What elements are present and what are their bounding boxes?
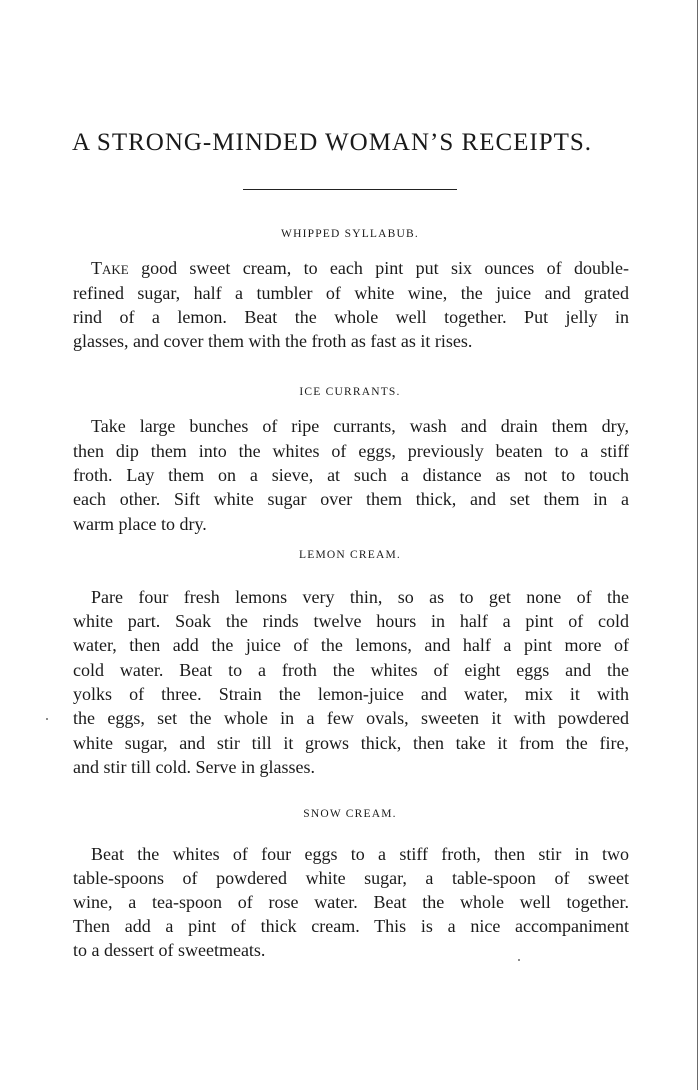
- page-edge-line: [697, 0, 698, 1090]
- recipe-text-line: Beat the whites of four eggs to a stiff froth, then stir in two: [91, 844, 629, 864]
- recipe-text-line: table-spoons of powdered white sugar, a table-spoon of sweet: [73, 868, 629, 888]
- recipe-text-line: water, then add the juice of the lemons, and half a pint more of: [73, 635, 629, 655]
- page-title: A STRONG-MINDED WOMAN’S RECEIPTS.: [72, 129, 593, 156]
- recipe-text-line: Pare four fresh lemons very thin, so as to get none of the: [91, 587, 629, 607]
- recipe-text-line: yolks of three. Strain the lemon-juice and water, mix it with: [73, 684, 629, 704]
- recipe-text-line: [91, 256, 629, 280]
- recipe-heading: LEMON CREAM.: [299, 549, 401, 561]
- recipe-text-line: refined sugar, half a tumbler of white wine, the juice and grated: [73, 283, 629, 303]
- title-divider: [243, 189, 457, 190]
- recipe-text-line: wine, a tea-spoon of rose water. Beat the whole well together.: [73, 892, 629, 912]
- recipe-text-line: white sugar, and stir till it grows thick, then take it from the fire,: [73, 733, 629, 753]
- recipe-heading: SNOW CREAM.: [303, 808, 397, 820]
- recipe-text-line: froth. Lay them on a sieve, at such a distance as not to touch: [73, 465, 629, 485]
- recipe-text-line-rest: good sweet cream, to each pint put six ounces of double-: [128, 258, 629, 278]
- recipe-text-line: Then add a pint of thick cream. This is a nice accompaniment: [73, 916, 629, 936]
- recipe-text-line: warm place to dry.: [73, 514, 207, 534]
- recipe-text-line: to a dessert of sweetmeats.: [73, 940, 266, 960]
- recipe-text-line: cold water. Beat to a froth the whites of eight eggs and the: [73, 660, 629, 680]
- recipe-text-line: then dip them into the whites of eggs, previously beaten to a stiff: [73, 441, 629, 461]
- print-speck: [518, 959, 520, 961]
- recipe-text-line: and stir till cold. Serve in glasses.: [73, 757, 315, 777]
- recipe-heading: WHIPPED SYLLABUB.: [281, 228, 419, 240]
- recipe-text-line: Take large bunches of ripe currants, wash and drain them dry,: [91, 416, 629, 436]
- print-speck: [46, 718, 48, 720]
- recipe-text-line: the eggs, set the whole in a few ovals, sweeten it with powdered: [73, 708, 629, 728]
- recipe-text-line: each other. Sift white sugar over them thick, and set them in a: [73, 489, 629, 509]
- recipe-text-line: rind of a lemon. Beat the whole well together. Put jelly in: [73, 307, 629, 327]
- recipe-text-line: glasses, and cover them with the froth as fast as it rises.: [73, 331, 473, 351]
- drop-word: Take: [91, 258, 129, 278]
- recipe-text-line: white part. Soak the rinds twelve hours in half a pint of cold: [73, 611, 629, 631]
- recipe-heading: ICE CURRANTS.: [299, 386, 401, 398]
